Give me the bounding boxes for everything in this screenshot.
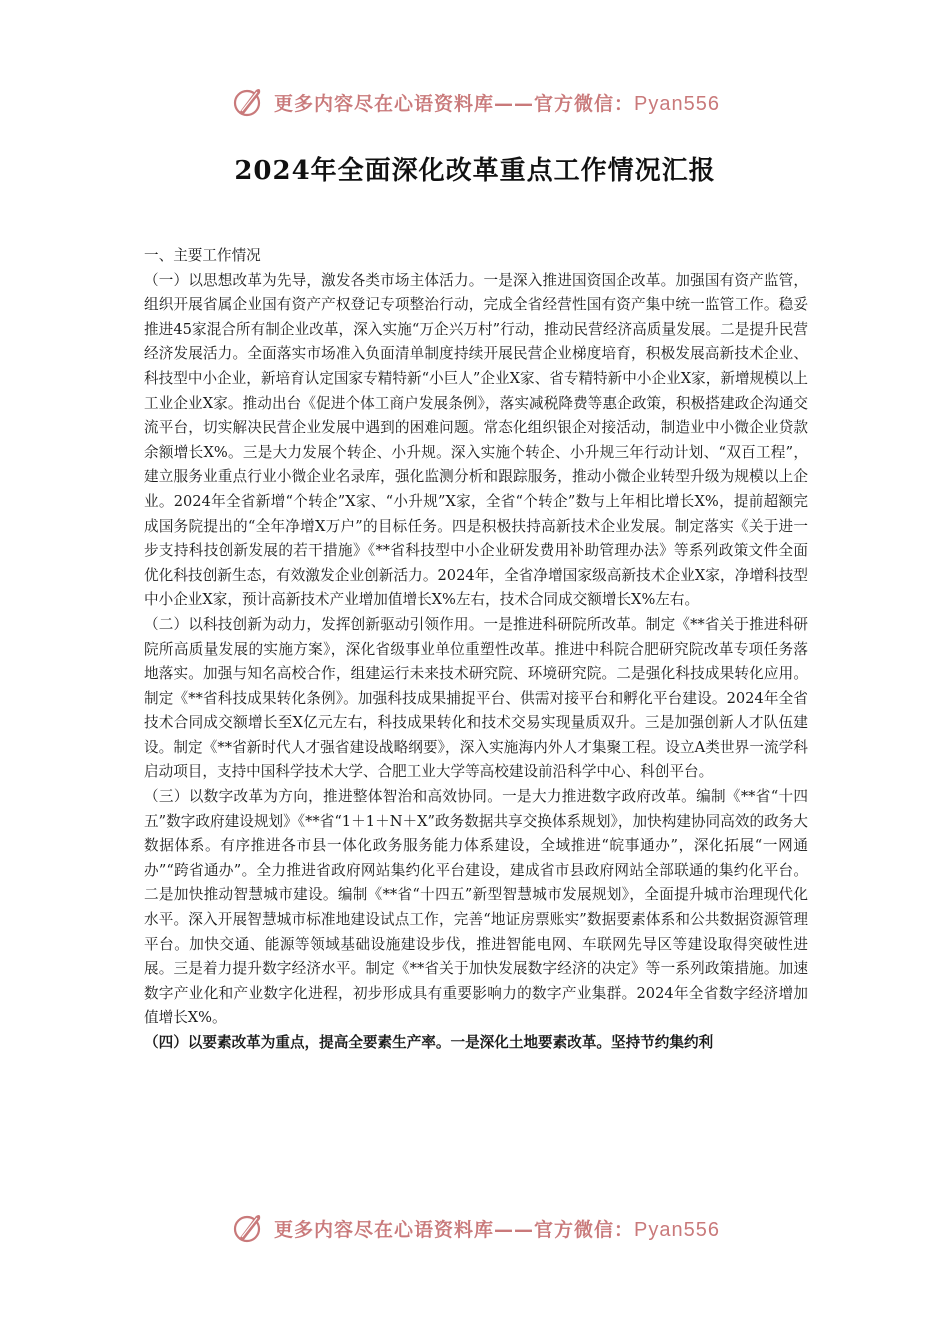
paragraph-4-bold: （四）以要素改革为重点，提高全要素生产率。一是深化土地要素改革。坚持节约集约利 (144, 1034, 714, 1051)
quill-pen-circle-icon (230, 1210, 266, 1246)
paragraph-3: （三）以数字改革为方向，推进整体智治和高效协同。一是大力推进数字政府改革。编制《**省“十四五”数字政府建设规划》《**省“1＋1＋N＋X”政务数据共享交换体系规划》，加快构建协同高效的政务大数据体系。有序推进各市县一体化政务服务能力体系建设，全域推进“皖事通办”，深化拓展“一网通办”“跨省通办”。全力推进省政府网站集约化平台建设，建成省市县政府网站全部联通的集约化平台。二是加快推动智慧城市建设。编制《**省“十四五”新型智慧城市发展规划》，全面提升城市治理现代化水平。深入开展智慧城市标准地建设试点工作，完善“地证房票账实”数据要素体系和公共数据资源管理平台。加快交通、能源等领域基础设施建设步伐，推进智能电网、车联网先导区等建设取得突破性进展。三是着力提升数字经济水平。制定《**省关于加快发展数字经济的决定》等一系列政策措施。加速数字产业化和产业数字化进程，初步形成具有重要影响力的数字产业集群。2024年全省数字经济增加值增长X%。 (144, 788, 808, 1027)
watermark-wechat-id: Pyan556 (634, 1218, 720, 1241)
paragraph-1: （一）以思想改革为先导，激发各类市场主体活力。一是深入推进国资国企改革。加强国有资产监管，组织开展省属企业国有资产产权登记专项整治行动，完成全省经营性国有资产集中统一监管工作。稳妥推进45家混合所有制企业改革，深入实施“万企兴万村”行动，推动民营经济高质量发展。二是提升民营经济发展活力。全面落实市场准入负面清单制度持续开展民营企业梯度培育，积极发展高新技术企业、科技型中小企业，新培育认定国家专精特新“小巨人”企业X家、省专精特新中小企业X家，新增规模以上工业企业X家。推动出台《促进个体工商户发展条例》，落实减税降费等惠企政策，积极搭建政企沟通交流平台，切实解决民营企业发展中遇到的困难问题。常态化组织银企对接活动，制造业中小微企业贷款余额增长X%。三是大力发展个转企、小升规。深入实施个转企、小升规三年行动计划、“双百工程”，建立服务业重点行业小微企业名录库，强化监测分析和跟踪服务，推动小微企业转型升级为规模以上企业。2024年全省新增“个转企”X家、“小升规”X家，全省“个转企”数与上年相比增长X%，提前超额完成国务院提出的“全年净增X万户”的目标任务。四是积极扶持高新技术企业发展。制定落实《关于进一步支持科技创新发展的若干措施》《**省科技型中小企业研发费用补助管理办法》等系列政策文件全面优化科技创新生态，有效激发企业创新活力。2024年，全省净增国家级高新技术企业X家，净增科技型中小企业X家，预计高新技术产业增加值增长X%左右，技术合同成交额增长X%左右。 (144, 271, 808, 609)
paragraph-2: （二）以科技创新为动力，发挥创新驱动引领作用。一是推进科研院所改革。制定《**省关于推进科研院所高质量发展的实施方案》，深化省级事业单位重塑性改革。推进中科院合肥研究院改革专项任务落地落实。加强与知名高校合作，组建运行未来技术研究院、环境研究院。二是强化科技成果转化应用。制定《**省科技成果转化条例》。加强科技成果捕捉平台、供需对接平台和孵化平台建设。2024年全省技术合同成交额增长至X亿元左右，科技成果转化和技术交易实现量质双升。三是加强创新人才队伍建设。制定《**省新时代人才强省建设战略纲要》，深入实施海内外人才集聚工程。设立A类世界一流学科启动项目，支持中国科学技术大学、合肥工业大学等高校建设前沿科学中心、科创平台。 (144, 615, 808, 781)
document-title: 2024年全面深化改革重点工作情况汇报 (234, 156, 716, 186)
section-heading: 一、主要工作情况 (144, 247, 261, 264)
watermark-header (0, 80, 950, 124)
document-body (144, 244, 808, 1056)
watermark-wechat-id: Pyan556 (634, 92, 720, 115)
watermark-footer (0, 1206, 950, 1250)
quill-pen-circle-icon (230, 84, 266, 120)
watermark-text: 更多内容尽在心语资料库——官方微信：Pyan556 (274, 92, 720, 115)
watermark-text: 更多内容尽在心语资料库——官方微信：Pyan556 (274, 1218, 720, 1241)
